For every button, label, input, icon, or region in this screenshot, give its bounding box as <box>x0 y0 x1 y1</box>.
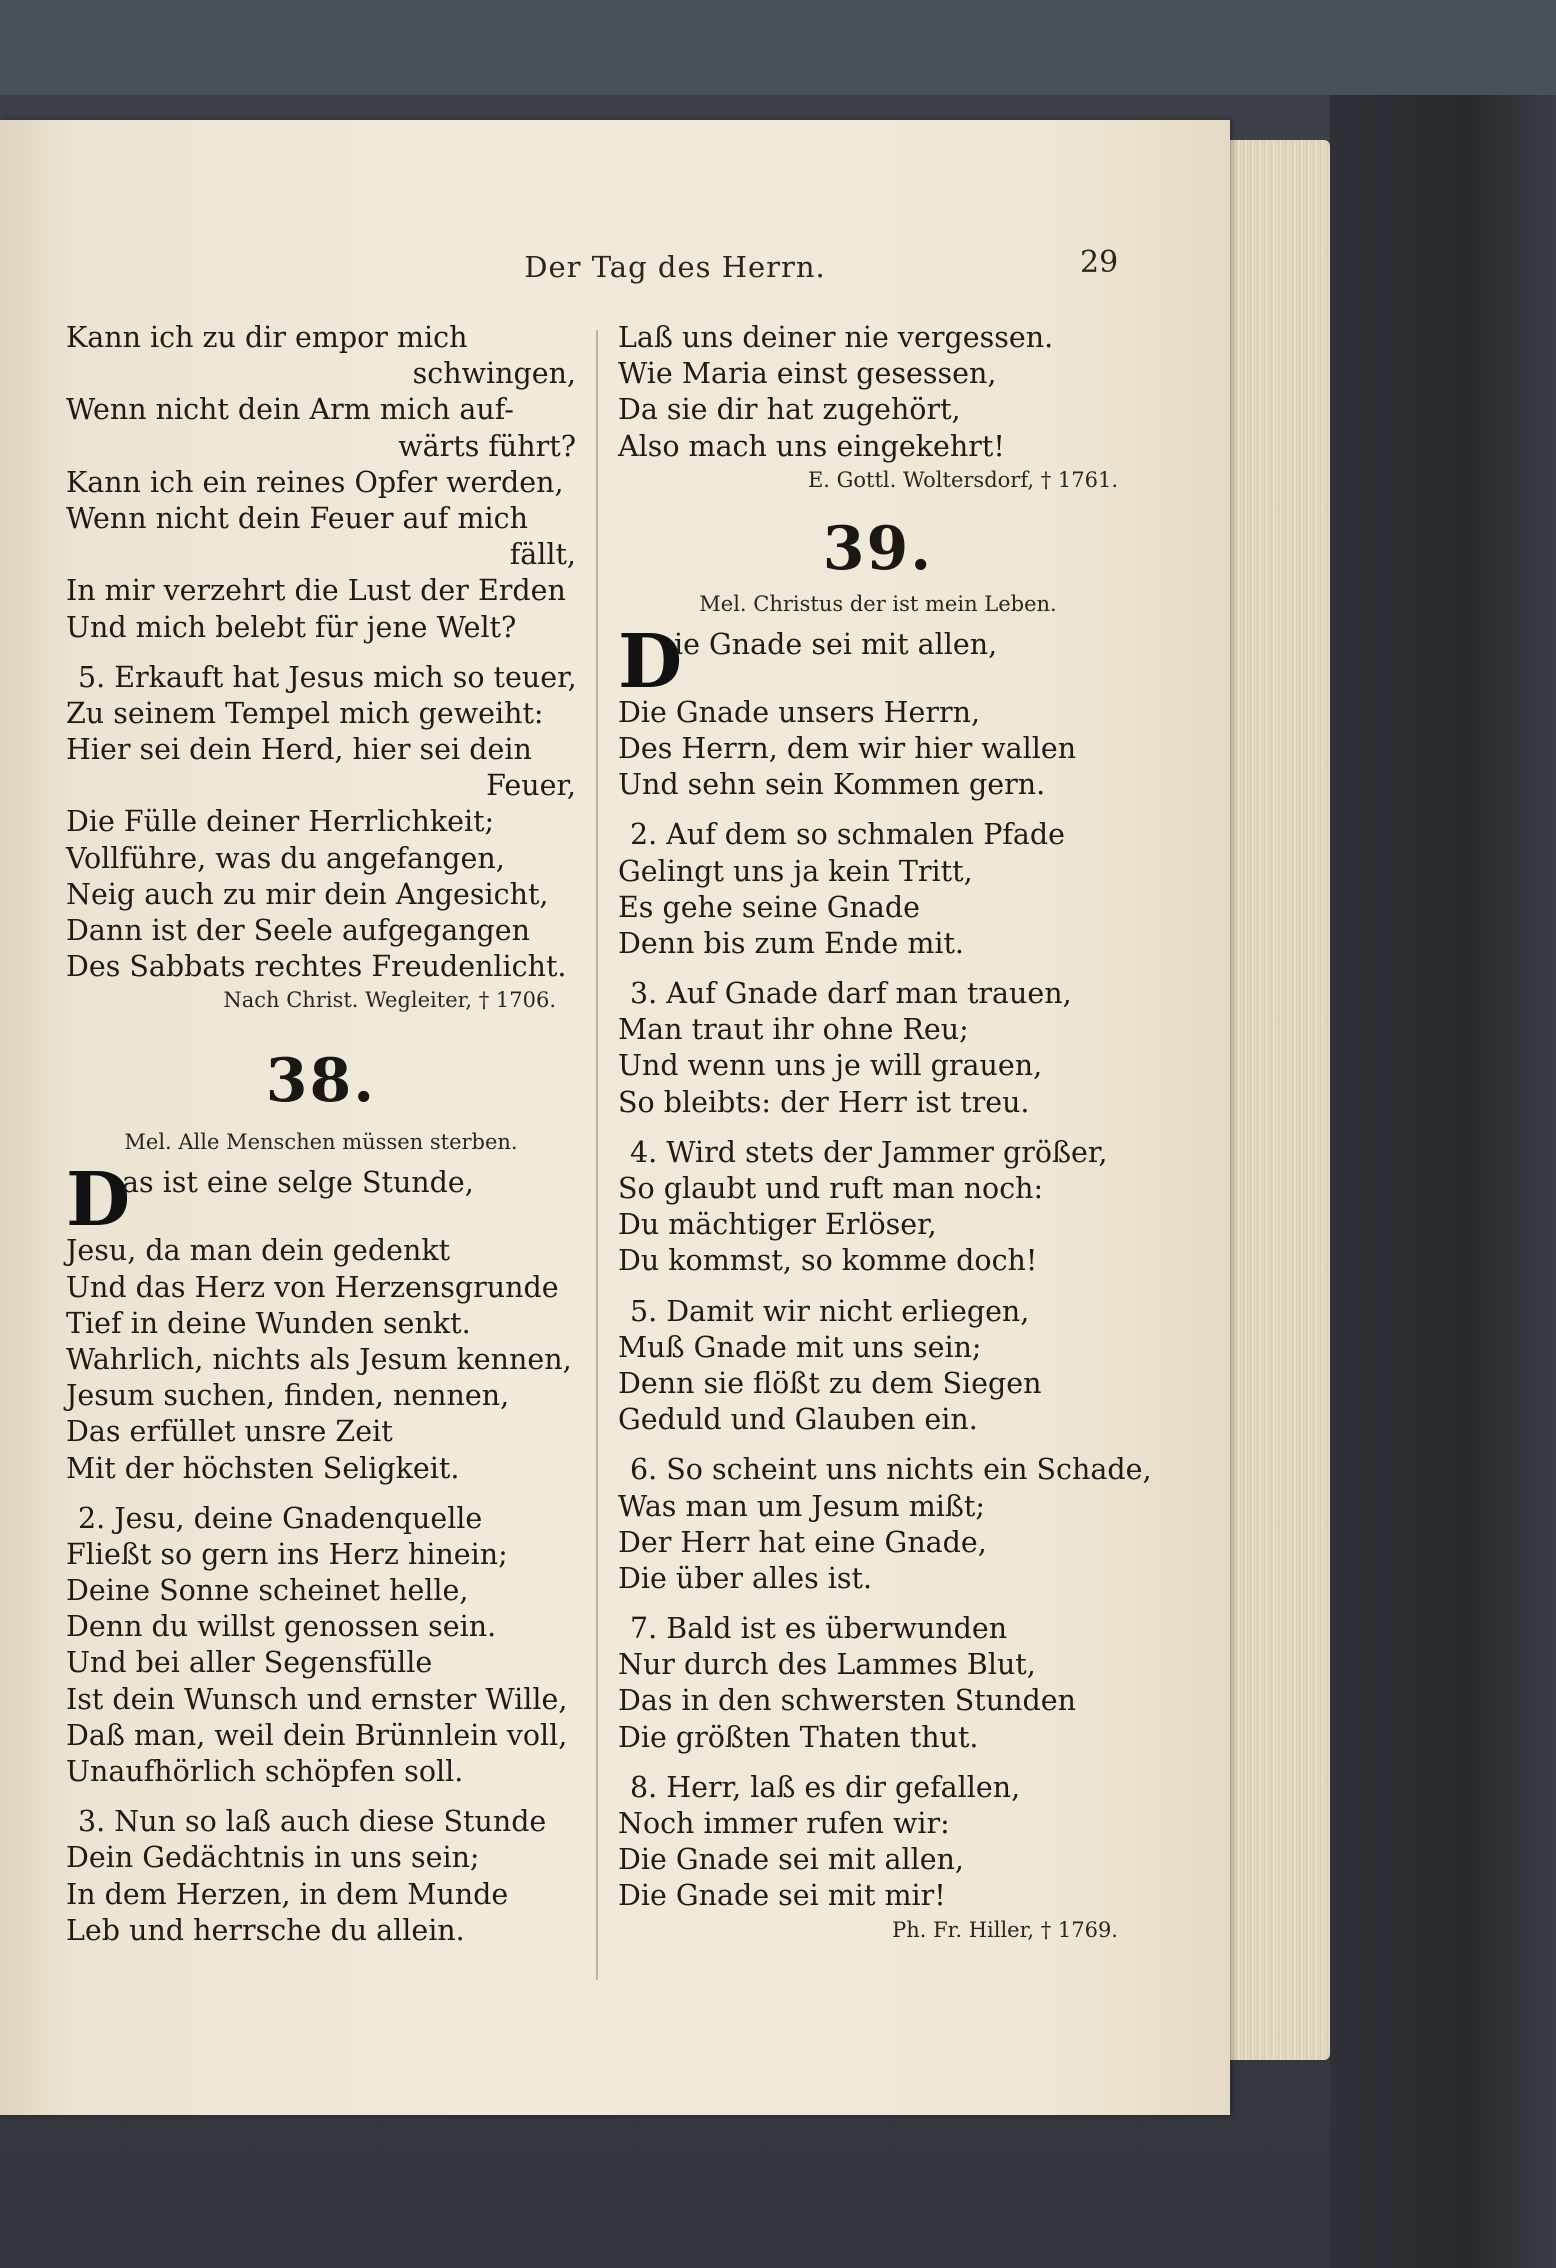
hymn-38-verse-1 <box>66 1157 576 1244</box>
verse-line: Dein Gedächtnis in uns sein; <box>66 1841 480 1875</box>
verse-line: Laß uns deiner nie vergessen. <box>618 321 1054 354</box>
verse-line: Du mächtiger Erlöser, <box>618 1208 937 1242</box>
verse-line: Muß Gnade mit uns sein; <box>618 1330 982 1364</box>
verse-line: In mir verzehrt die Lust der Erden <box>66 574 566 608</box>
verse-line: Wenn nicht dein Arm mich auf- <box>66 393 514 427</box>
verse-line: Geduld und Glauben ein. <box>618 1403 978 1437</box>
verse-line: 5. Erkauft hat Jesus mich so teuer, <box>78 660 577 694</box>
verse-line: Daß man, weil dein Brünnlein voll, <box>66 1718 568 1752</box>
verse-line: fällt, <box>509 538 576 572</box>
verse-line: 8. Herr, laß es dir gefallen, <box>630 1770 1021 1804</box>
verse-line: 7. Bald ist es überwunden <box>630 1612 1008 1646</box>
verse-line: schwingen, <box>412 357 576 391</box>
verse-line: 5. Damit wir nicht erliegen, <box>630 1294 1030 1328</box>
verse-line: Gelingt uns ja kein Tritt, <box>618 854 973 888</box>
verse-line: 2. Jesu, deine Gnadenquelle <box>78 1501 483 1535</box>
verse-line: Fließt so gern ins Herz hinein; <box>66 1537 508 1571</box>
verse-line: Die Gnade sei mit mir! <box>618 1879 946 1913</box>
drop-cap: D <box>66 1157 131 1244</box>
verse-line: Des Herrn, dem wir hier wallen <box>618 731 1077 765</box>
verse-line: Das in den schwersten Stunden <box>618 1684 1076 1718</box>
right-column <box>618 320 1152 1945</box>
hymn-39-verse-2 <box>618 817 1138 962</box>
column-rule <box>596 330 598 1980</box>
hymn-38-verse-3 <box>66 1804 576 1949</box>
verse-line: Kann ich zu dir empor mich <box>66 321 468 354</box>
verse-line: Des Sabbats rechtes Freudenlicht. <box>66 950 567 984</box>
verse-line: Da sie dir hat zugehört, <box>618 393 961 427</box>
verse-line: Und sehn sein Kommen gern. <box>618 768 1046 802</box>
verse-line: Denn sie flößt zu dem Siegen <box>618 1366 1042 1400</box>
verse-line: ie Gnade sei mit allen, <box>674 627 998 661</box>
verse-line: Der Herr hat eine Gnade, <box>618 1525 987 1559</box>
verse-line: 3. Nun so laß auch diese Stunde <box>78 1805 547 1839</box>
verse-line: Unaufhörlich schöpfen soll. <box>66 1755 464 1788</box>
verse-line: Und das Herz von Herzensgrunde <box>66 1270 559 1304</box>
drop-cap: D <box>618 618 683 705</box>
verse-line: Das erfüllet unsre Zeit <box>66 1415 393 1449</box>
verse-line: Vollführe, was du angefangen, <box>66 841 505 875</box>
verse-line: Du kommst, so komme doch! <box>618 1244 1038 1278</box>
hymn-39-verse-8 <box>618 1770 1138 1915</box>
verse-line: Die Gnade sei mit allen, <box>618 1843 964 1877</box>
hymn-number: 38. <box>265 1046 377 1117</box>
verse-line: Die Gnade unsers Herrn, <box>618 695 981 729</box>
verse-line: wärts führt? <box>398 429 576 463</box>
hymn-number: 39. <box>822 513 934 584</box>
author-credit: Ph. Fr. Hiller, † 1769. <box>892 1917 1118 1942</box>
verse-line: Hier sei dein Herd, hier sei dein <box>66 733 532 767</box>
verse-line: Wahrlich, nichts als Jesum kennen, <box>66 1342 572 1376</box>
hymn-38-verse-2 <box>66 1501 576 1791</box>
author-credit: E. Gottl. Woltersdorf, † 1761. <box>807 467 1118 492</box>
verse-line: Jesum suchen, finden, nennen, <box>66 1379 510 1413</box>
verse-line: Was man um Jesum mißt; <box>618 1489 985 1523</box>
melody-line: Mel. Alle Menschen müssen sterben. <box>124 1130 518 1155</box>
hymn-39-verse-4 <box>618 1135 1138 1280</box>
verse-line: Neig auch zu mir dein Angesicht, <box>66 877 549 911</box>
hymn-39-verse-7 <box>618 1611 1138 1756</box>
verse-line: So glaubt und ruft man noch: <box>618 1172 1044 1205</box>
melody-line: Mel. Christus der ist mein Leben. <box>699 591 1057 616</box>
verse-line: Und mich belebt für jene Welt? <box>66 610 517 644</box>
verse-line: Denn bis zum Ende mit. <box>618 926 964 960</box>
verse-line: Man traut ihr ohne Reu; <box>618 1013 969 1047</box>
verse-line: Jesu, da man dein gedenkt <box>66 1234 451 1268</box>
verse-line: Mit der höchsten Seligkeit. <box>66 1451 460 1485</box>
verse-line: Denn du willst genossen sein. <box>66 1610 497 1644</box>
verse-line: Kann ich ein reines Opfer werden, <box>66 465 564 499</box>
page-number: 29 <box>1080 245 1119 280</box>
verse-line: Noch immer rufen wir: <box>618 1807 950 1840</box>
page-edges <box>1220 140 1330 2060</box>
verse-line: Ist dein Wunsch und ernster Wille, <box>66 1682 568 1716</box>
left-column <box>66 320 576 1949</box>
verse-line: Tief in deine Wunden senkt. <box>66 1306 471 1340</box>
continued-verse <box>66 320 576 646</box>
running-head: Der Tag des Herrn. <box>524 250 826 284</box>
verse-line: 3. Auf Gnade darf man trauen, <box>630 977 1072 1011</box>
verse-line: Wie Maria einst gesessen, <box>618 357 997 391</box>
verse-line: Die über alles ist. <box>618 1561 873 1595</box>
verse-line: Wenn nicht dein Feuer auf mich <box>66 501 528 535</box>
verse-line: Also mach uns eingekehrt! <box>618 429 1005 463</box>
verse-line: Leb und herrsche du allein. <box>66 1913 465 1947</box>
verse-line: Die Fülle deiner Herrlichkeit; <box>66 805 495 839</box>
verse-line: So bleibts: der Herr ist treu. <box>618 1085 1030 1119</box>
verse-line: Nur durch des Lammes Blut, <box>618 1648 1036 1682</box>
verse-line: Die größten Thaten thut. <box>618 1720 979 1754</box>
verse-line: as ist eine selge Stunde, <box>122 1166 474 1200</box>
verse-line: Dann ist der Seele aufgegangen <box>66 914 531 947</box>
hymn-39-verse-1 <box>618 618 1138 705</box>
hymn-39-verse-5 <box>618 1294 1138 1439</box>
verse-line: 4. Wird stets der Jammer größer, <box>630 1135 1108 1169</box>
verse-line: Deine Sonne scheinet helle, <box>66 1574 469 1608</box>
verse-5 <box>66 660 576 986</box>
verse-line: Und bei aller Segensfülle <box>66 1646 433 1680</box>
author-credit: Nach Christ. Wegleiter, † 1706. <box>223 988 556 1013</box>
hymn-39-verse-3 <box>618 976 1138 1121</box>
hymn-39-verse-6 <box>618 1452 1152 1597</box>
verse-line: Und wenn uns je will grauen, <box>618 1049 1043 1083</box>
book-cover-edge <box>1330 95 1556 2268</box>
verse-line: 2. Auf dem so schmalen Pfade <box>630 818 1066 852</box>
verse-line: Feuer, <box>486 769 576 803</box>
continued-verse <box>618 320 1138 465</box>
verse-line: Zu seinem Tempel mich geweiht: <box>66 696 544 730</box>
verse-line: 6. So scheint uns nichts ein Schade, <box>630 1453 1152 1487</box>
verse-line: In dem Herzen, in dem Munde <box>66 1877 509 1911</box>
verse-line: Es gehe seine Gnade <box>618 890 920 924</box>
